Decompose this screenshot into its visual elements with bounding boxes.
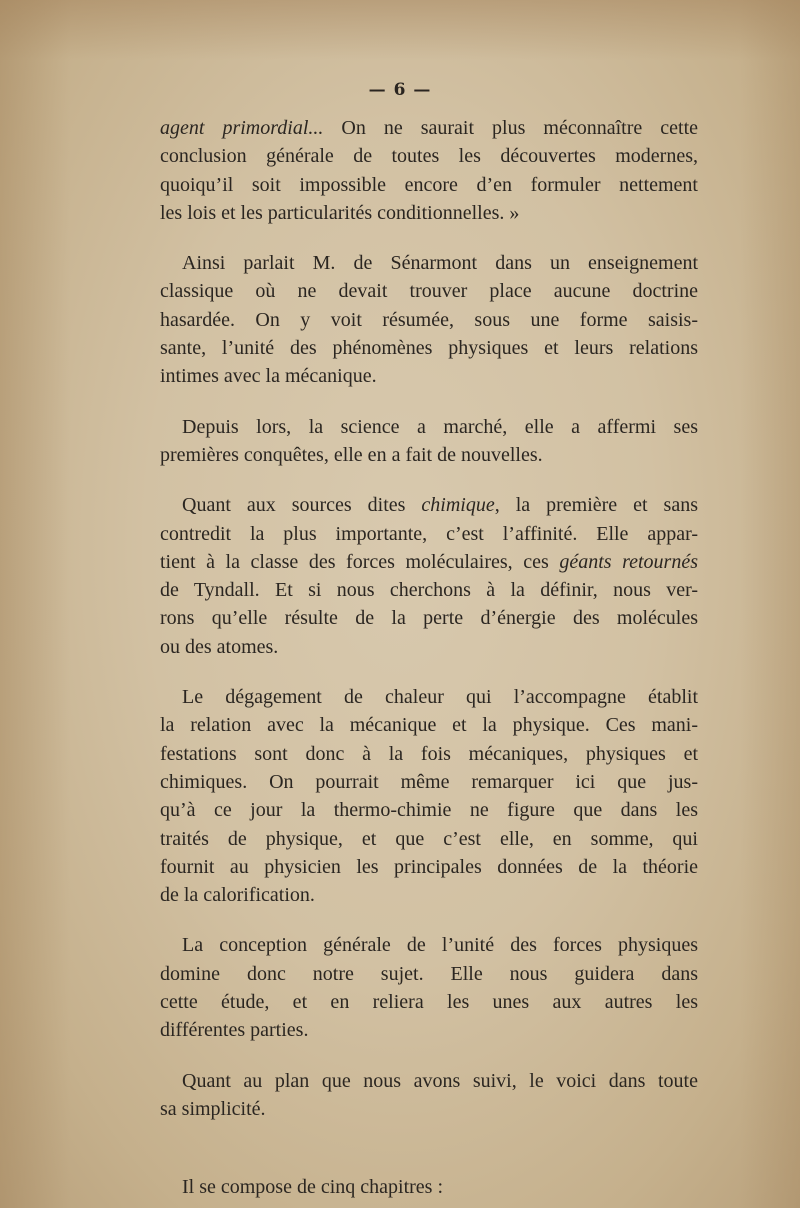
- text-run: Quant au plan que nous avons suivi, le voici dans toute: [182, 1069, 698, 1092]
- text-run: les lois et les particularités conditionnelles. »: [160, 201, 520, 224]
- text-run: fournit au physicien les principales données de la théorie: [160, 855, 698, 878]
- text-line: [160, 960, 698, 988]
- text-run: qu’à ce jour la thermo-chimie ne figure que dans les: [160, 799, 698, 822]
- text-run: conclusion générale de toutes les découvertes modernes,: [160, 145, 698, 168]
- page-edge-shadow-left: [0, 0, 70, 1208]
- text-run: tient à la classe des forces moléculaires, ces: [160, 550, 560, 573]
- text-line: [160, 881, 698, 909]
- text-run: La conception générale de l’unité des forces physiques: [182, 934, 698, 957]
- text-line: [160, 576, 698, 604]
- text-line: [160, 988, 698, 1016]
- text-line: [160, 711, 698, 739]
- italic-text: agent primordial...: [160, 117, 324, 139]
- paragraph: [160, 1173, 698, 1201]
- text-line: [160, 1067, 698, 1095]
- text-run: différentes parties.: [160, 1019, 309, 1042]
- text-run: rons qu’elle résulte de la perte d’énergie des molécules: [160, 607, 698, 630]
- text-run: intimes avec la mécanique.: [160, 365, 377, 388]
- text-line: [160, 362, 698, 390]
- text-run: hasardée. On y voit résumée, sous une forme saisis-: [160, 308, 698, 331]
- body-text: [160, 114, 698, 1202]
- text-line: [160, 683, 698, 711]
- text-line: [160, 1016, 698, 1044]
- page-number: — 6 —: [368, 80, 432, 100]
- paragraph: [160, 413, 698, 470]
- text-line: [160, 413, 698, 441]
- text-run: , la première et sans: [494, 494, 698, 517]
- text-line: [160, 931, 698, 959]
- paragraph: [160, 249, 698, 390]
- paragraph: [160, 931, 698, 1044]
- text-line: [160, 1173, 698, 1201]
- text-line: [160, 277, 698, 305]
- text-line: [160, 306, 698, 334]
- text-line: [160, 199, 698, 227]
- text-run: Il se compose de cinq chapitres :: [182, 1176, 444, 1199]
- text-line: [160, 548, 698, 576]
- text-line: [160, 768, 698, 796]
- text-run: Ainsi parlait M. de Sénarmont dans un enseignement: [182, 252, 698, 275]
- text-run: sa simplicité.: [160, 1097, 266, 1120]
- text-line: [160, 796, 698, 824]
- text-run: de la calorification.: [160, 884, 315, 907]
- text-line: [160, 520, 698, 548]
- text-line: [160, 825, 698, 853]
- text-line: [160, 171, 698, 199]
- text-line: [160, 633, 698, 661]
- page-edge-shadow-right: [740, 0, 800, 1208]
- text-line: [160, 604, 698, 632]
- text-run: ou des atomes.: [160, 635, 279, 658]
- text-run: premières conquêtes, elle en a fait de nouvelles.: [160, 443, 543, 466]
- paragraph: [160, 491, 698, 661]
- text-line: [160, 740, 698, 768]
- text-line: [160, 1095, 698, 1123]
- text-line: [160, 114, 698, 142]
- text-line: [160, 441, 698, 469]
- text-line: [160, 491, 698, 519]
- italic-text: chimique: [421, 494, 495, 517]
- text-run: la relation avec la mécanique et la physique. Ces mani-: [160, 714, 698, 737]
- text-run: Le dégagement de chaleur qui l’accompagne établit: [182, 686, 698, 709]
- text-run: Depuis lors, la science a marché, elle a affermi ses: [182, 415, 698, 438]
- text-run: chimiques. On pourrait même remarquer ici que jus-: [160, 770, 698, 793]
- paragraph: [160, 683, 698, 909]
- text-line: [160, 249, 698, 277]
- text-run: domine donc notre sujet. Elle nous guidera dans: [160, 962, 698, 985]
- text-run: On ne saurait plus méconnaître cette: [323, 117, 698, 139]
- text-run: classique où ne devait trouver place aucune doctrine: [160, 280, 698, 303]
- text-run: quoiqu’il soit impossible encore d’en formuler nettement: [160, 173, 698, 196]
- paragraph: [160, 114, 698, 227]
- text-run: Quant aux sources dites: [182, 494, 422, 517]
- text-line: [160, 853, 698, 881]
- text-line: [160, 334, 698, 362]
- text-run: sante, l’unité des phénomènes physiques et leurs relations: [160, 337, 698, 360]
- text-line: [160, 142, 698, 170]
- page-edge-shadow-top: [0, 0, 800, 60]
- text-run: cette étude, et en reliera les unes aux autres les: [160, 991, 698, 1014]
- text-run: traités de physique, et que c’est elle, en somme, qui: [160, 827, 698, 850]
- text-run: festations sont donc à la fois mécaniques, physiques et: [160, 742, 698, 765]
- paragraph: [160, 1067, 698, 1124]
- italic-text: géants retournés: [559, 550, 699, 573]
- text-run: contredit la plus importante, c’est l’affinité. Elle appar-: [160, 522, 698, 545]
- text-run: de Tyndall. Et si nous cherchons à la définir, nous ver-: [160, 579, 698, 602]
